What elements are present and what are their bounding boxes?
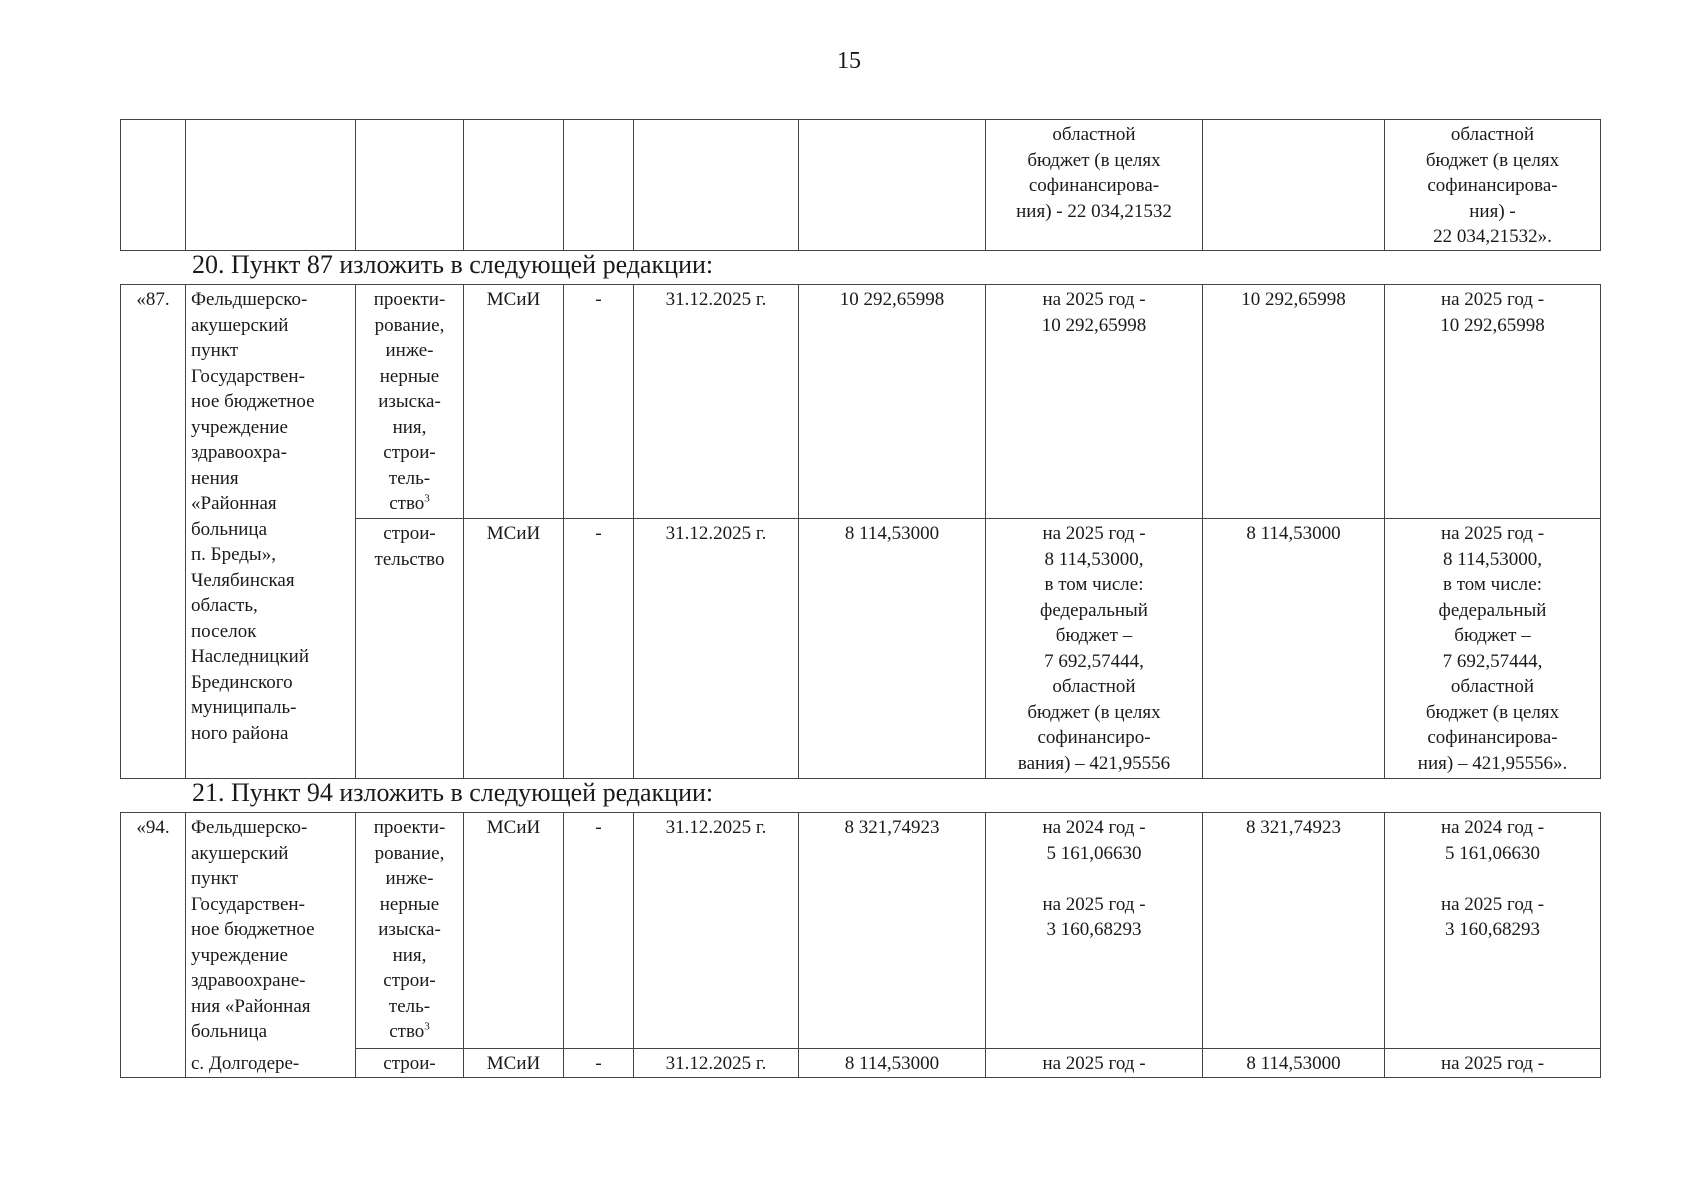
financing-cell-2: на 2024 год - 5 161,06630 на 2025 год - 3 160,68293 bbox=[1385, 813, 1601, 1049]
work-type: строи- тельство bbox=[356, 519, 464, 779]
deadline-date: 31.12.2025 г. bbox=[634, 813, 799, 1049]
dash-cell: - bbox=[564, 285, 634, 519]
deadline-date: 31.12.2025 г. bbox=[634, 1049, 799, 1078]
cell-empty bbox=[121, 120, 186, 251]
cell-empty bbox=[186, 120, 356, 251]
table-row bbox=[121, 285, 1601, 519]
cost-value-2: 10 292,65998 bbox=[1203, 285, 1385, 519]
dash-cell: - bbox=[564, 519, 634, 779]
cost-value-2: 8 114,53000 bbox=[1203, 519, 1385, 779]
cell-empty bbox=[634, 120, 799, 251]
work-type-text: проекти- рование, инже- нерные изыска- ния, строи- тель- ство bbox=[373, 817, 446, 1042]
object-name-continued: с. Долгодере- bbox=[186, 1049, 356, 1078]
executor: МСиИ bbox=[464, 1049, 564, 1078]
footnote-marker: 3 bbox=[424, 492, 430, 505]
executor: МСиИ bbox=[464, 519, 564, 779]
financing-cell: на 2024 год - 5 161,06630 на 2025 год - 3 160,68293 bbox=[986, 813, 1203, 1049]
item-number: «94. bbox=[121, 813, 186, 1078]
financing-cell-2: на 2025 год - bbox=[1385, 1049, 1601, 1078]
financing-cell: на 2025 год - 8 114,53000, в том числе: федеральный бюджет – 7 692,57444, областной бюджет (в целях софинансиро- вания) – 421,95556 bbox=[986, 519, 1203, 779]
cell-empty bbox=[464, 120, 564, 251]
continuation-table bbox=[120, 119, 1601, 251]
section-heading-20: 20. Пункт 87 изложить в следующей редакции: bbox=[192, 250, 714, 279]
table-row bbox=[121, 813, 1601, 1049]
financing-cell: областной бюджет (в целях софинансирова- ния) - 22 034,21532 bbox=[986, 120, 1203, 251]
work-type: строи- bbox=[356, 1049, 464, 1078]
cost-value: 8 114,53000 bbox=[799, 519, 986, 779]
cost-value-2: 8 114,53000 bbox=[1203, 1049, 1385, 1078]
cell-empty bbox=[564, 120, 634, 251]
dash-cell: - bbox=[564, 1049, 634, 1078]
table-row bbox=[121, 1049, 1601, 1078]
table-row bbox=[121, 120, 1601, 251]
deadline-date: 31.12.2025 г. bbox=[634, 285, 799, 519]
cell-empty bbox=[799, 120, 986, 251]
cost-value: 8 321,74923 bbox=[799, 813, 986, 1049]
cost-value: 10 292,65998 bbox=[799, 285, 986, 519]
financing-cell: на 2025 год - bbox=[986, 1049, 1203, 1078]
financing-cell-2: на 2025 год - 10 292,65998 bbox=[1385, 285, 1601, 519]
item-94-table bbox=[120, 812, 1601, 1078]
section-heading-21: 21. Пункт 94 изложить в следующей редакции: bbox=[192, 778, 714, 807]
work-type bbox=[356, 813, 464, 1049]
cost-value-2: 8 321,74923 bbox=[1203, 813, 1385, 1049]
financing-cell: на 2025 год - 10 292,65998 bbox=[986, 285, 1203, 519]
executor: МСиИ bbox=[464, 285, 564, 519]
cost-value: 8 114,53000 bbox=[799, 1049, 986, 1078]
item-87-table bbox=[120, 284, 1601, 779]
page-number: 15 bbox=[837, 48, 861, 74]
deadline-date: 31.12.2025 г. bbox=[634, 519, 799, 779]
financing-cell-2: на 2025 год - 8 114,53000, в том числе: федеральный бюджет – 7 692,57444, областной бюджет (в целях софинансирова- ния) – 421,95556». bbox=[1385, 519, 1601, 779]
object-name: Фельдшерско- акушерский пункт Государствен- ное бюджетное учреждение здравоохра- нения «Районная больница п. Бреды», Челябинская область, поселок Наследницкий Брединского муниципаль- ного района bbox=[186, 285, 356, 779]
executor: МСиИ bbox=[464, 813, 564, 1049]
financing-cell-2: областной бюджет (в целях софинансирова- ния) - 22 034,21532». bbox=[1385, 120, 1601, 251]
object-name: Фельдшерско- акушерский пункт Государствен- ное бюджетное учреждение здравоохране- ния «Районная больница bbox=[186, 813, 356, 1049]
work-type-text: проекти- рование, инже- нерные изыска- ния, строи- тель- ство bbox=[373, 289, 446, 514]
cell-empty bbox=[1203, 120, 1385, 251]
cell-empty bbox=[356, 120, 464, 251]
footnote-marker: 3 bbox=[424, 1020, 430, 1033]
item-number: «87. bbox=[121, 285, 186, 779]
dash-cell: - bbox=[564, 813, 634, 1049]
work-type bbox=[356, 285, 464, 519]
